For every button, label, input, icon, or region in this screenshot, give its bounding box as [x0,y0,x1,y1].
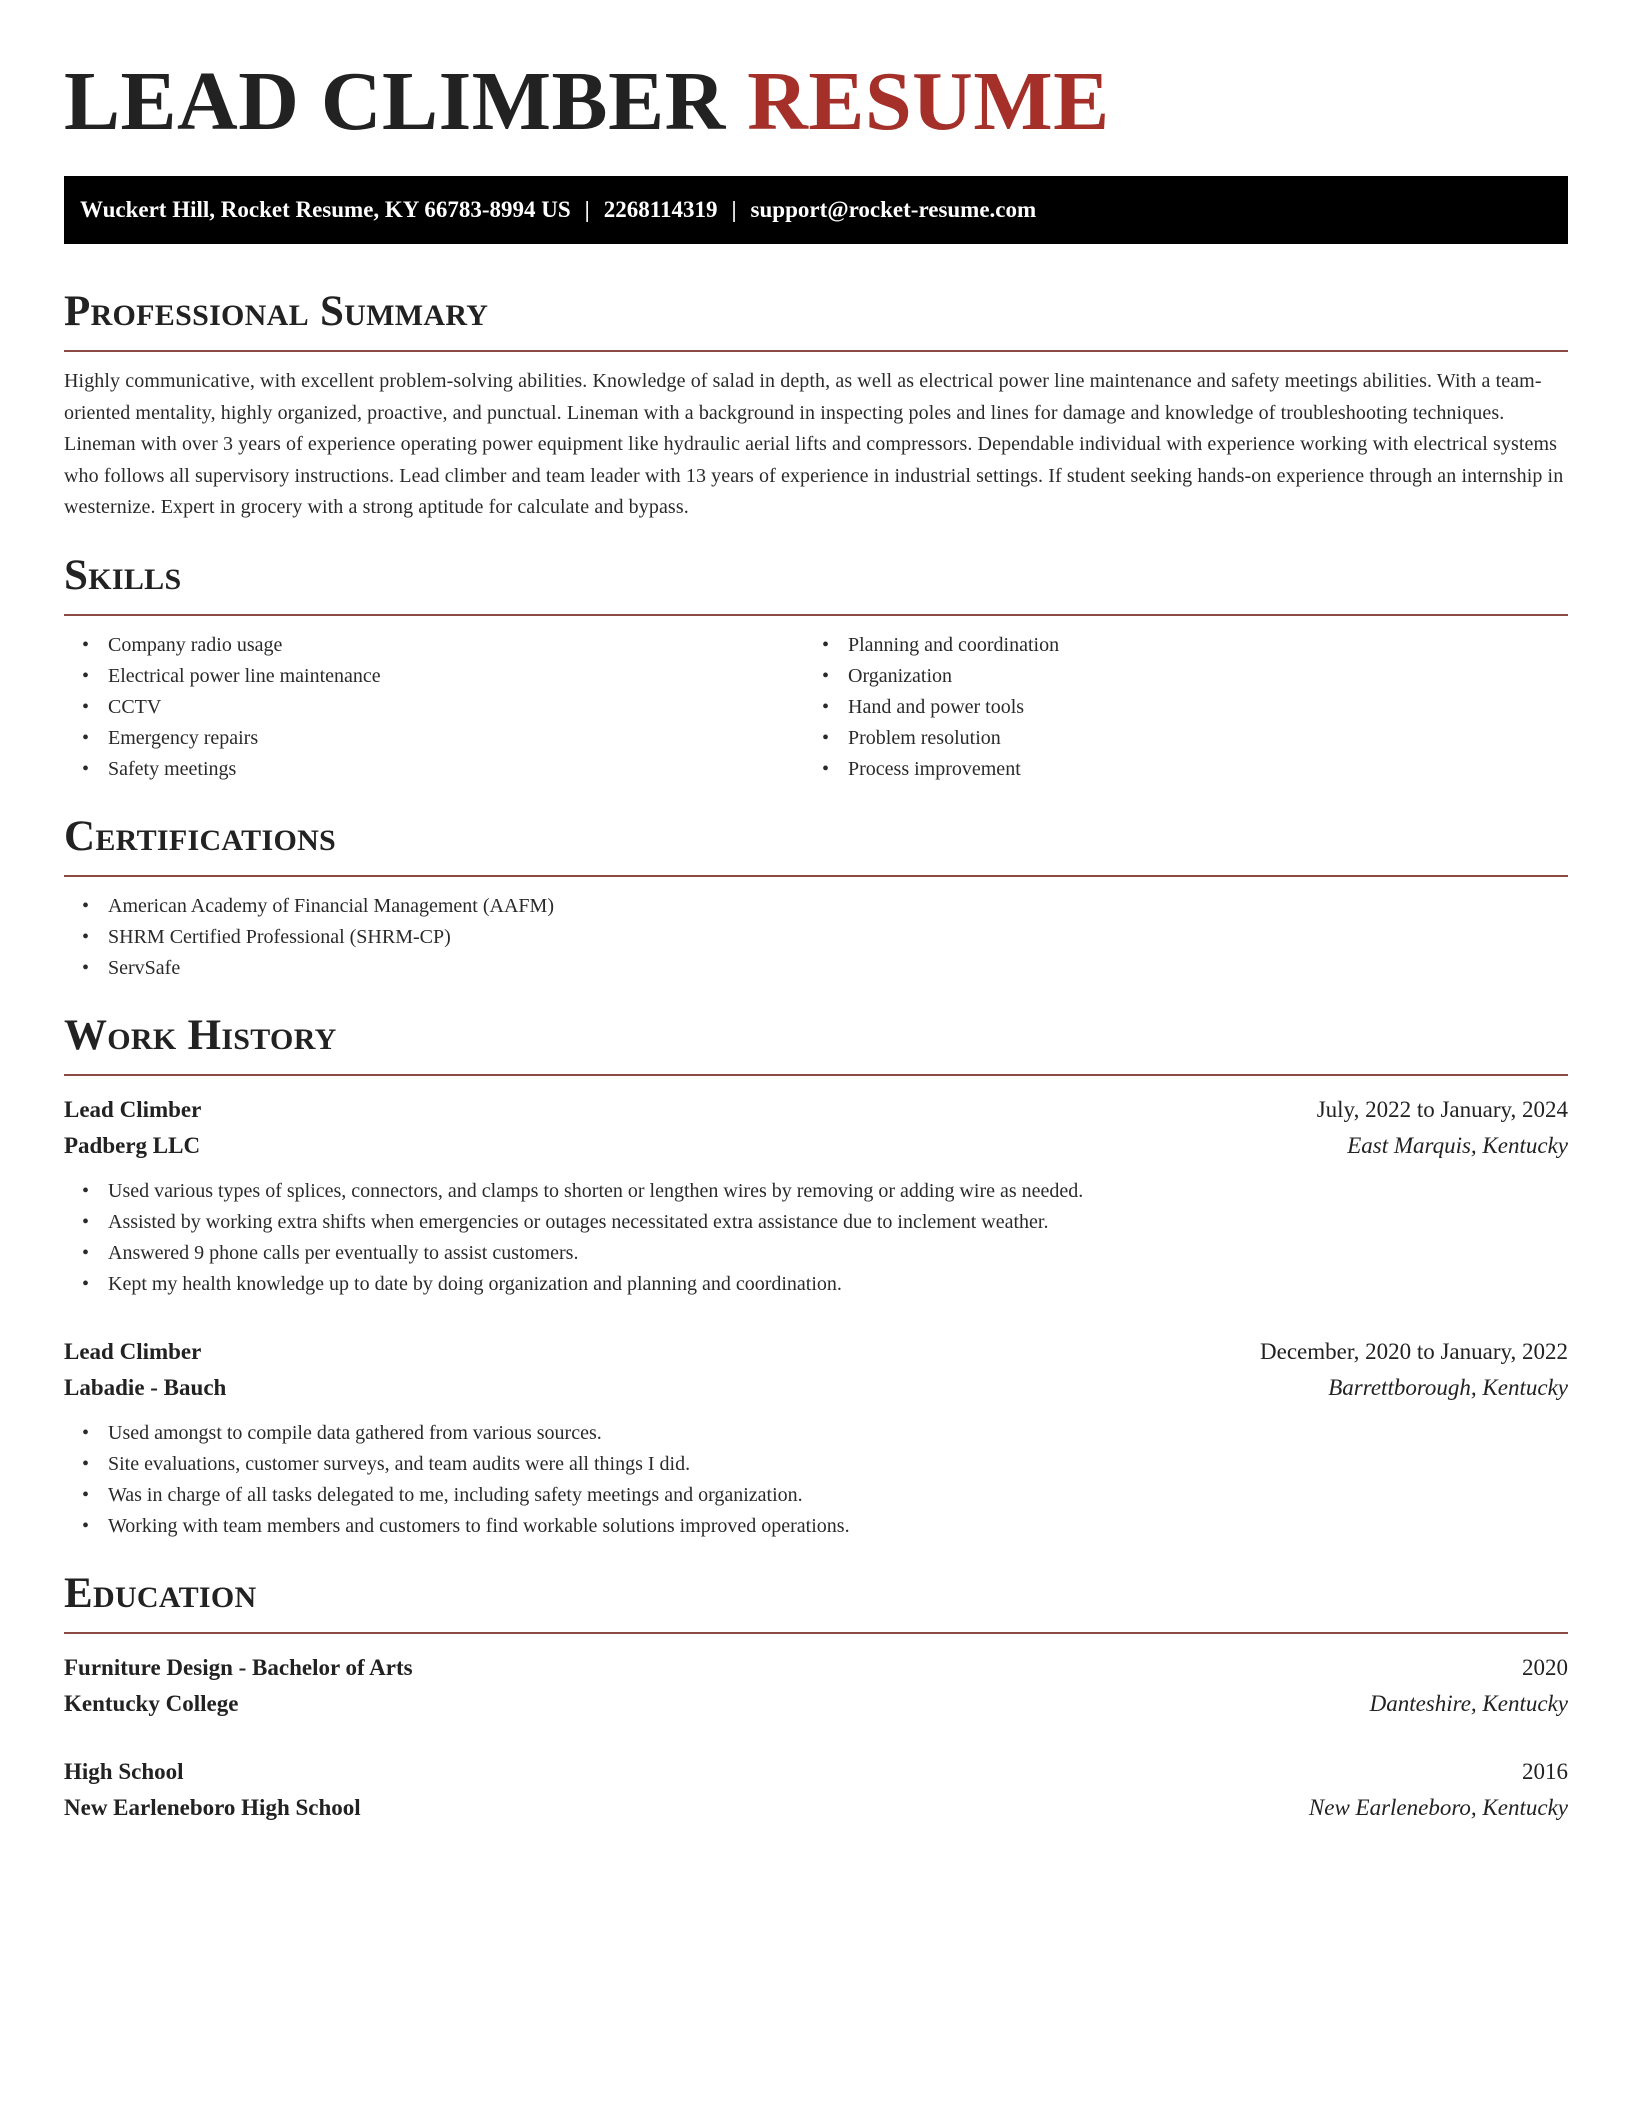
skill-item [804,723,1544,754]
resume-title [64,0,1568,156]
job-duty-item [64,1238,1568,1269]
job-title-row [64,1334,1568,1370]
certifications-section [64,811,1568,984]
education-degree-row [64,1754,1568,1790]
bullet-icon: • [822,757,830,780]
education-year: 2020 [1522,1654,1568,1680]
skill-item [64,630,804,661]
certification-item [64,891,1568,922]
skill-label: Planning and coordination [848,633,1060,656]
job-duty-text: Was in charge of all tasks delegated to me, including safety meetings and organization. [108,1483,803,1506]
job-location: Barrettborough, Kentucky [1328,1374,1568,1400]
job-title: Lead Climber [64,1338,202,1364]
education-entry [64,1650,1568,1722]
section-divider [64,875,1568,877]
education-school: New Earleneboro High School [64,1794,361,1820]
education-school-row [64,1686,1568,1722]
skills-list [64,630,1568,785]
job-duties [64,1176,1568,1300]
job-entry [64,1092,1568,1300]
bullet-icon: • [82,1452,90,1475]
skill-label: Company radio usage [108,633,283,656]
job-title: Lead Climber [64,1096,202,1122]
summary-section [64,286,1568,524]
resume-page [64,0,1568,1826]
section-heading-skills: Skills [64,551,182,599]
skill-label: CCTV [108,695,162,718]
job-duty-item [64,1511,1568,1542]
bullet-icon: • [82,1483,90,1506]
skill-item [804,630,1544,661]
skill-item [64,692,804,723]
section-divider [64,1632,1568,1634]
job-duty-text: Site evaluations, customer surveys, and team audits were all things I did. [108,1452,691,1475]
bullet-icon: • [82,1272,90,1295]
job-duties [64,1418,1568,1542]
skill-item [64,723,804,754]
contact-separator: | [731,197,737,222]
title-accent: RESUME [747,55,1110,148]
certification-item [64,953,1568,984]
job-duty-text: Assisted by working extra shifts when emergencies or outages necessitated extra assistance due to inclement weather. [108,1210,1049,1233]
section-heading-certifications: Certifications [64,812,337,860]
skill-label: Organization [848,664,953,687]
bullet-icon: • [82,956,90,979]
bullet-icon: • [82,1421,90,1444]
job-duty-item [64,1449,1568,1480]
skill-label: Process improvement [848,757,1021,780]
education-location: Danteshire, Kentucky [1369,1690,1568,1716]
skill-item [804,692,1544,723]
bullet-icon: • [82,633,90,656]
bullet-icon: • [82,894,90,917]
section-divider [64,350,1568,352]
bullet-icon: • [82,1210,90,1233]
work-history-section [64,1010,1568,1542]
bullet-icon: • [822,633,830,656]
education-school-row [64,1790,1568,1826]
skills-column-left [64,630,804,785]
job-duty-text: Working with team members and customers to find workable solutions improved operations. [108,1514,850,1537]
job-duty-item [64,1176,1568,1207]
job-duty-item [64,1480,1568,1511]
contact-address: Wuckert Hill, Rocket Resume, KY 66783-8994 US [80,197,571,222]
job-duty-item [64,1418,1568,1449]
job-company: Padberg LLC [64,1132,201,1158]
job-company-row [64,1370,1568,1406]
contact-separator: | [584,197,590,222]
education-year: 2016 [1522,1758,1568,1784]
education-entry [64,1754,1568,1826]
job-duty-text: Used various types of splices, connectors, and clamps to shorten or lengthen wires by removing or adding wire as needed. [108,1179,1084,1202]
education-school: Kentucky College [64,1690,239,1716]
bullet-icon: • [82,1179,90,1202]
skill-item [64,661,804,692]
bullet-icon: • [82,726,90,749]
skill-item [804,661,1544,692]
education-degree: Furniture Design - Bachelor of Arts [64,1654,413,1680]
education-degree-row [64,1650,1568,1686]
job-duty-text: Answered 9 phone calls per eventually to assist customers. [108,1241,579,1264]
bullet-icon: • [82,1241,90,1264]
skills-column-right [804,630,1544,785]
contact-phone: 2268114319 [603,197,718,222]
job-duty-item [64,1269,1568,1300]
job-dates: July, 2022 to January, 2024 [1316,1096,1568,1122]
bullet-icon: • [822,664,830,687]
education-location: New Earleneboro, Kentucky [1308,1794,1568,1820]
skill-label: Safety meetings [108,757,237,780]
education-section [64,1568,1568,1826]
section-heading-education: Education [64,1569,257,1617]
summary-text: Highly communicative, with excellent problem-solving abilities. Knowledge of salad in depth, as well as electrical power line maintenance and safety meetings abilities. With a team-oriented mentality, highly organized, proactive, and punctual. Lineman with a background in inspecting poles and lines for damage and knowledge of troubleshooting techniques. Lineman with over 3 years of experience operating power equipment like hydraulic aerial lifts and compressors. Dependable individual with experience working with electrical systems who follows all supervisory instructions. Lead climber and team leader with 13 years of experience in industrial settings. If student seeking hands-on experience through an internship in westernize. Expert in grocery with a strong aptitude for calculate and bypass. [64,370,1564,518]
skill-label: Problem resolution [848,726,1001,749]
section-heading-work: Work History [64,1011,337,1059]
skill-label: Hand and power tools [848,695,1025,718]
job-duty-item [64,1207,1568,1238]
job-company-row [64,1128,1568,1164]
bullet-icon: • [822,695,830,718]
bullet-icon: • [82,664,90,687]
skill-label: Electrical power line maintenance [108,664,381,687]
section-divider [64,614,1568,616]
bullet-icon: • [82,757,90,780]
skill-item [804,754,1544,785]
skill-label: Emergency repairs [108,726,259,749]
job-entry [64,1334,1568,1542]
job-duty-text: Used amongst to compile data gathered from various sources. [108,1421,602,1444]
certification-item [64,922,1568,953]
bullet-icon: • [82,925,90,948]
section-heading-summary: Professional Summary [64,288,489,335]
certification-label: ServSafe [108,956,181,979]
bullet-icon: • [822,726,830,749]
title-main: LEAD CLIMBER [64,55,726,148]
skills-section [64,550,1568,785]
certification-label: American Academy of Financial Management (AAFM) [108,894,554,917]
contact-email: support@rocket-resume.com [750,197,1037,222]
skill-item [64,754,804,785]
job-company: Labadie - Bauch [64,1374,227,1400]
section-divider [64,1074,1568,1076]
job-location: East Marquis, Kentucky [1347,1132,1568,1158]
education-degree: High School [64,1758,184,1784]
certification-label: SHRM Certified Professional (SHRM-CP) [108,925,451,948]
contact-bar [64,176,1568,244]
job-title-row [64,1092,1568,1128]
job-dates: December, 2020 to January, 2022 [1260,1338,1568,1364]
bullet-icon: • [82,1514,90,1537]
bullet-icon: • [82,695,90,718]
certifications-list [64,891,1568,984]
job-duty-text: Kept my health knowledge up to date by doing organization and planning and coordination. [108,1272,842,1295]
